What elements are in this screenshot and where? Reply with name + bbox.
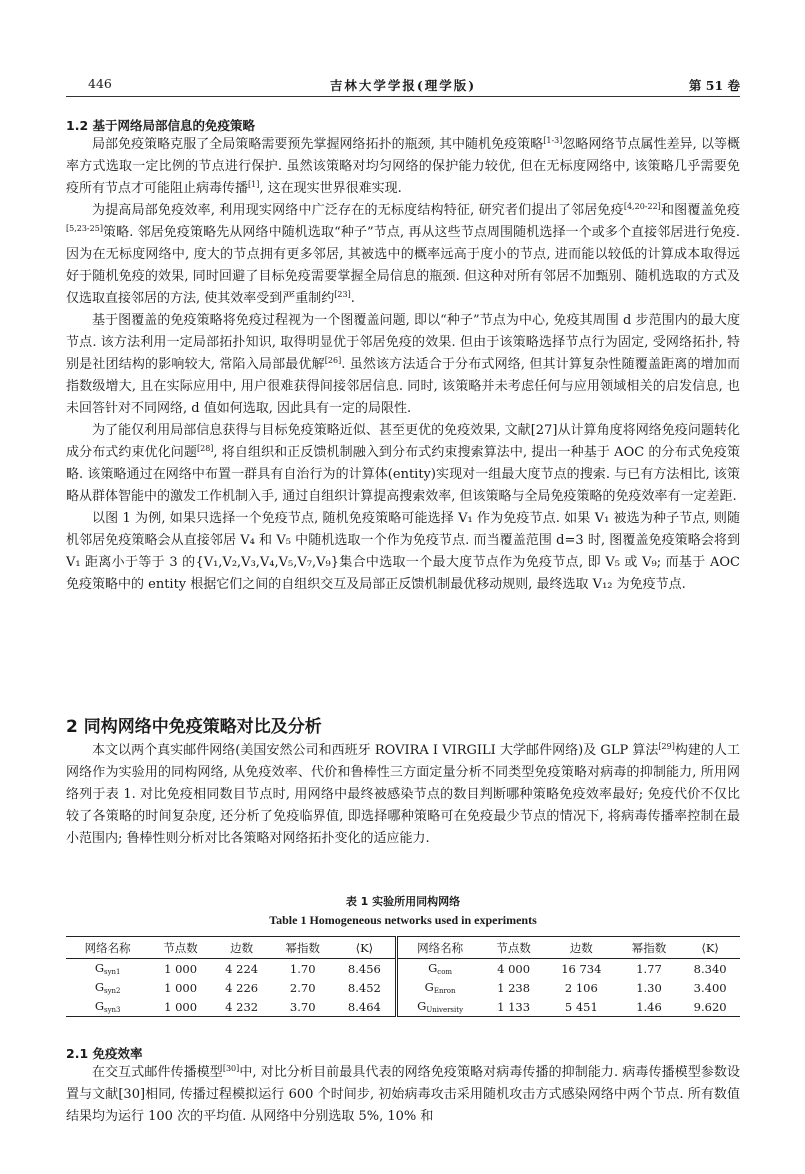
table-caption-zh: 表 1 实验所用同构网络 <box>345 895 461 908</box>
table-row <box>66 997 740 1017</box>
citation: [28] <box>196 444 214 453</box>
section-2-1-body <box>66 1062 740 1128</box>
citation: [30] <box>222 1064 240 1073</box>
citation: [1-3] <box>543 136 563 145</box>
section-heading-1-2: 1.2 基于网络局部信息的免疫策略 <box>66 118 255 133</box>
table-cell: $G_{com}$ <box>428 961 453 976</box>
table-header-row <box>66 937 740 959</box>
table-row <box>66 959 740 979</box>
table-cell: 1.77 <box>636 961 662 976</box>
col-header: 节点数 <box>482 937 544 959</box>
citation: [26] <box>324 356 342 365</box>
col-header: 网络名称 <box>66 937 149 959</box>
table-cell: $G_{University}$ <box>417 999 464 1014</box>
table-cell: 8.340 <box>693 961 727 976</box>
table-cell: 8.456 <box>334 959 396 979</box>
volume-label: 第 51 卷 <box>688 78 740 93</box>
table-cell: 16 734 <box>561 961 602 976</box>
table-row <box>66 978 740 997</box>
col-header: 边数 <box>212 937 272 959</box>
col-header: ⟨K⟩ <box>680 937 740 959</box>
table-cell: $G_{Enron}$ <box>424 980 456 995</box>
col-header: 幂指数 <box>618 937 680 959</box>
col-header: 边数 <box>545 937 618 959</box>
table-cell: 4 226 <box>225 980 259 995</box>
table-cell: 1 000 <box>164 961 198 976</box>
table-cell: 1 238 <box>497 980 531 995</box>
table-cell: 1 133 <box>497 999 531 1014</box>
col-header: ⟨K⟩ <box>334 937 396 959</box>
paragraph: 本文以两个真实邮件网络(美国安然公司和西班牙 ROVIRA I VIRGILI 大学邮件网络)及 GLP 算法[29]构建的人工网络作为实验用的同构网络, 从免疫效率、代价和鲁棒性三方面定量分析不同类型免疫策略对病毒的抑制能力, 所用网络列于表 1. 对比免疫相同数目节点时, 用网络中最终被感染节点的数目判断哪种策略免疫效率最好; 免疫代价不仅比较了各策略的时间复杂度, 还分析了免疫临界值, 即选择哪种策略可在免疫最少节点的情况下, 将病毒传播率控制在最小范围内; 鲁棒性则分析对比各策略对网络拓扑变化的适应能力. <box>66 742 740 846</box>
table-cell: 3.400 <box>693 980 727 995</box>
table-cell: 1.46 <box>636 999 662 1014</box>
citation: [23] <box>334 290 351 299</box>
table-cell: 1.70 <box>289 961 316 976</box>
networks-table <box>66 936 740 1017</box>
section-2-body <box>66 740 740 850</box>
paragraph: 基于图覆盖的免疫策略将免疫过程视为一个图覆盖问题, 即以“种子”节点为中心, 免疫其周围 d 步范围内的最大度节点. 该方法利用一定局部拓扑知识, 取得明显优于邻居免疫的效果. 但由于该策略选择节点行为固定, 受网络拓扑, 特别是社团结构的影响较大, 常陷入局部最优解[26]. 虽然该方法适合于分布式网络, 但其计算复杂性随覆盖距离的增加而指数级增大, 且在实际应用中, 用户很难获得间接邻居信息. 同时, 该策略并未考虑任何与应用领域相关的启发信息, 也未回答针对不同网络, d 值如何选取, 因此具有一定的局限性. <box>66 313 741 416</box>
paragraph: 在交互式邮件传播模型[30]中, 对比分析目前最具代表的网络免疫策略对病毒传播的抑制能力. 病毒传播模型参数设置与文献[30]相同, 传播过程模拟运行 600 个时间步, 初始病毒攻击采用随机攻击方式感染网络中两个节点. 所有数值结果均为运行 100 次的平均值. 从网络中分别选取 5%, 10% 和 <box>66 1064 740 1124</box>
table-cell: 4 224 <box>225 961 259 976</box>
table-cell: 1 000 <box>164 980 198 995</box>
table-cell: 2 106 <box>564 980 598 995</box>
section-heading-2: 2 同构网络中免疫策略对比及分析 <box>66 717 322 737</box>
citation: [5,23-25] <box>66 224 103 233</box>
paragraph: 局部免疫策略克服了全局策略需要预先掌握网络拓扑的瓶颈, 其中随机免疫策略[1-3]忽略网络节点属性差异, 以等概率方式选取一定比例的节点进行保护. 虽然该策略对均匀网络的保护能力较优, 但在无标度网络中, 该策略几乎需要免疫所有节点才可能阻止病毒传播[1], 这在现实世界很难实现. <box>66 136 741 196</box>
section-heading-2-1: 2.1 免疫效率 <box>66 1046 143 1061</box>
table-cell: 1 000 <box>164 999 198 1014</box>
table-cell: 4 000 <box>497 961 531 976</box>
table-cell: 5 451 <box>564 999 598 1014</box>
table-cell: 1.30 <box>636 980 662 995</box>
col-header: 节点数 <box>149 937 211 959</box>
table-cell: 3.70 <box>289 999 316 1014</box>
paragraph: 为了能仅利用局部信息获得与目标免疫策略近似、甚至更优的免疫效果, 文献[27]从计算角度将网络免疫问题转化成分布式约束优化问题[28], 将自组织和正反馈机制融入到分布式约束搜索算法中, 提出一种基于 AOC 的分布式免疫策略. 该策略通过在网络中布置一群具有自治行为的计算体(entity)实现对一组最大度节点的搜索. 与已有方法相比, 该策略从群体智能中的激发工作机制入手, 通过自组织计算提高搜索效率, 但该策略与全局免疫策略的免疫效率有一定差距. <box>66 423 740 504</box>
table-cell: 8.452 <box>334 978 396 997</box>
citation: [29] <box>658 742 675 751</box>
journal-title: 吉林大学学报(理学版) <box>329 78 477 93</box>
citation: [4,20-22] <box>623 202 661 211</box>
table-cell: 8.464 <box>334 997 396 1017</box>
section-1-2-body <box>66 134 740 596</box>
paragraph: 为提高局部免疫效率, 利用现实网络中广泛存在的无标度结构特征, 研究者们提出了邻居免疫[4,20-22]和图覆盖免疫[5,23-25]策略. 邻居免疫策略先从网络中随机选取“种子”节点, 再从这些节点周围随机选择一个或多个直接邻居进行免疫. 因为在无标度网络中, 度大的节点拥有更多邻居, 其被选中的概率远高于度小的节点, 进而能以较低的计算成本取得远好于随机免疫的效果, 同时回避了目标免疫需要掌握全局信息的瓶颈. 但这种对所有邻居不加甄别、随机选取的方式及仅选取直接邻居的方法, 使其效率受到严重制约[23]. <box>66 202 740 306</box>
table-cell: 2.70 <box>289 980 316 995</box>
table-cell: $G_{syn3}$ <box>94 999 121 1014</box>
table-cell: 9.620 <box>693 999 727 1014</box>
col-header: 幂指数 <box>271 937 333 959</box>
page-number: 446 <box>88 76 112 91</box>
paragraph: 以图 1 为例, 如果只选择一个免疫节点, 随机免疫策略可能选择 V₁ 作为免疫节点. 如果 V₁ 被选为种子节点, 则随机邻居免疫策略会从直接邻居 V₄ 和 V₅ 中随机选取一个作为免疫节点. 而当覆盖范围 d=3 时, 图覆盖免疫策略会将到 V₁ 距离小于等于 3 的{V₁,V₂,V₃,V₄,V₅,V₇,V₉}集合中选取一个最大度节点作为免疫节点, 即 V₅ 或 V₉; 而基于 AOC 免疫策略中的 entity 根据它们之间的自组织交互及局部正反馈机制最优移动规则, 最终选取 V₁₂ 为免疫节点. <box>66 511 740 592</box>
table-caption-en: Table 1 Homogeneous networks used in experiments <box>269 913 537 927</box>
col-header: 网络名称 <box>396 937 482 959</box>
citation: [1] <box>248 180 260 189</box>
table-cell: $G_{syn2}$ <box>94 980 121 995</box>
table-cell: 4 232 <box>225 999 259 1014</box>
running-header <box>66 76 740 97</box>
table-cell: $G_{syn1}$ <box>94 961 121 976</box>
